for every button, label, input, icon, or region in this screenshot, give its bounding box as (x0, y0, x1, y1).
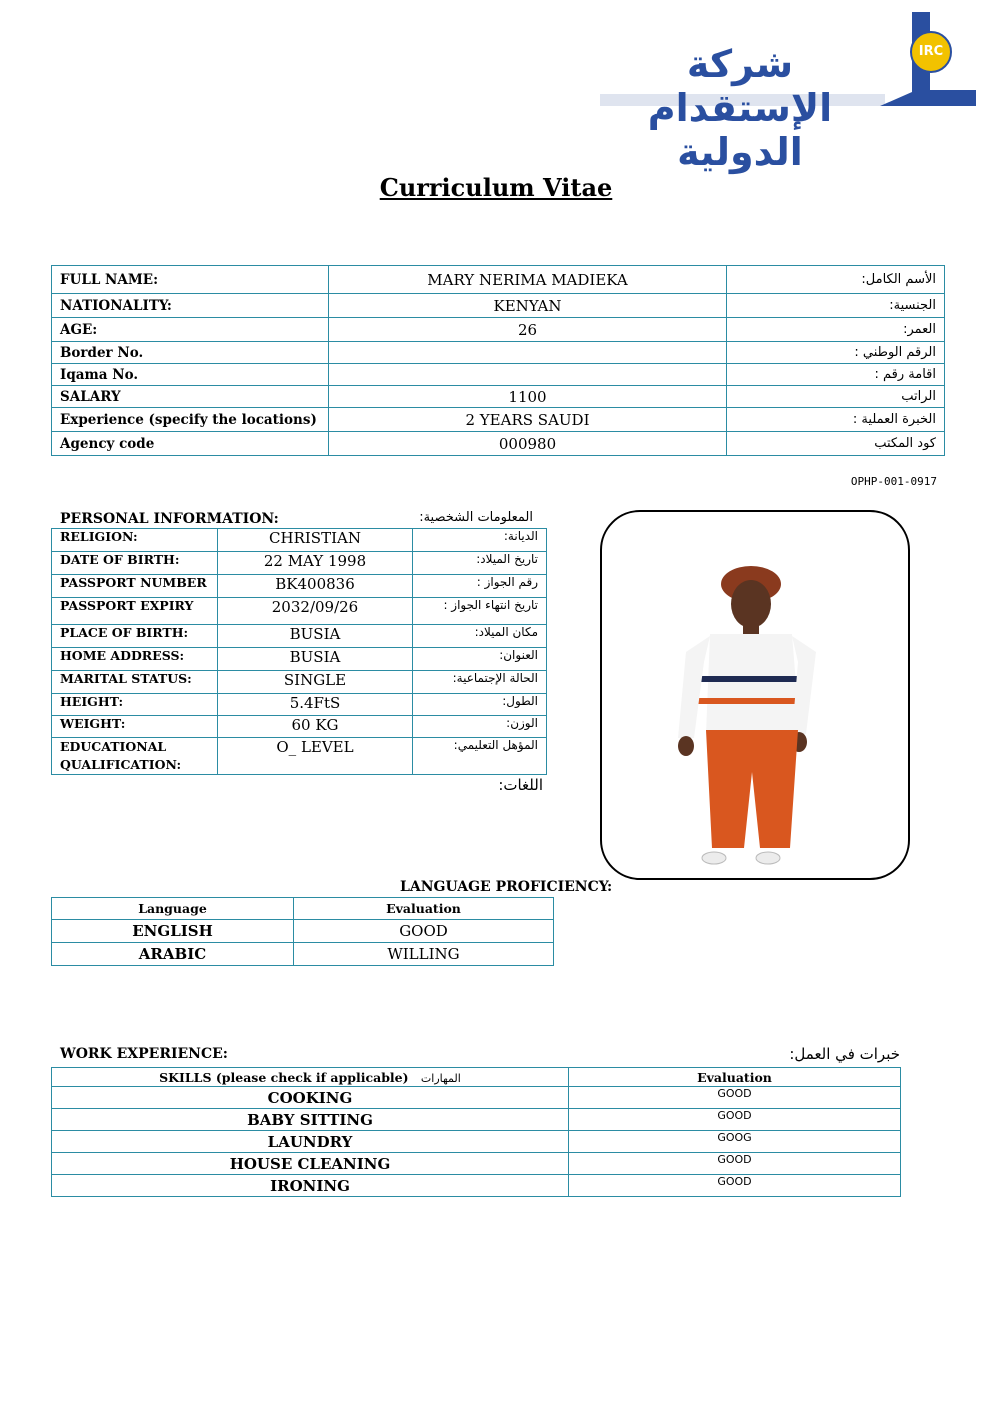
personal-info-value: 22 MAY 1998 (218, 552, 413, 575)
summary-value: 1100 (329, 386, 727, 408)
summary-label-ar: الراتب (727, 386, 945, 408)
skill-name: LAUNDRY (52, 1131, 569, 1153)
personal-info-label-ar: العنوان: (413, 648, 547, 671)
language-table (51, 897, 554, 966)
personal-info-label-ar: الوزن: (413, 716, 547, 738)
summary-label: NATIONALITY: (52, 294, 329, 318)
personal-info-row (52, 625, 547, 648)
page-title: Curriculum Vitae (379, 173, 613, 202)
personal-info-heading: PERSONAL INFORMATION: (60, 511, 279, 527)
skill-evaluation: GOOD (569, 1175, 901, 1197)
summary-label: Agency code (52, 432, 329, 456)
summary-label: AGE: (52, 318, 329, 342)
language-evaluation: GOOD (294, 920, 554, 943)
personal-info-row (52, 552, 547, 575)
personal-info-label-ar: تاريخ الميلاد: (413, 552, 547, 575)
summary-row (52, 408, 945, 432)
personal-info-label-ar: مكان الميلاد: (413, 625, 547, 648)
personal-info-row (52, 694, 547, 716)
language-row (52, 920, 554, 943)
summary-value: 26 (329, 318, 727, 342)
logo-badge: IRC (918, 44, 944, 59)
personal-info-label: RELIGION: (52, 529, 218, 552)
personal-info-label-ar: المؤهل التعليمي: (413, 738, 547, 775)
personal-info-value: O_ LEVEL (218, 738, 413, 775)
personal-info-label: HOME ADDRESS: (52, 648, 218, 671)
summary-row (52, 364, 945, 386)
skills-table (51, 1067, 901, 1197)
personal-info-label-ar: الديانة: (413, 529, 547, 552)
personal-info-label-ar: الحالة الإجتماعية: (413, 671, 547, 694)
skill-name: COOKING (52, 1087, 569, 1109)
language-name: ENGLISH (52, 920, 294, 943)
personal-info-value: BUSIA (218, 625, 413, 648)
summary-label-ar: العمر: (727, 318, 945, 342)
skill-evaluation: GOOD (569, 1087, 901, 1109)
summary-value: KENYAN (329, 294, 727, 318)
summary-row (52, 266, 945, 294)
personal-info-label: PASSPORT NUMBER (52, 575, 218, 598)
summary-label: Iqama No. (52, 364, 329, 386)
summary-label-ar: كود المكتب (727, 432, 945, 456)
summary-row (52, 342, 945, 364)
skill-row (52, 1175, 901, 1197)
skill-evaluation: GOOD (569, 1109, 901, 1131)
personal-info-row (52, 738, 547, 775)
skill-name: IRONING (52, 1175, 569, 1197)
language-proficiency-heading: LANGUAGE PROFICIENCY: (400, 879, 613, 895)
summary-value (329, 342, 727, 364)
summary-table (51, 265, 945, 456)
logo-arabic-text: شركة الإستقدام الدولية (647, 42, 833, 174)
personal-info-value: BUSIA (218, 648, 413, 671)
language-row (52, 943, 554, 966)
personal-info-label: PASSPORT EXPIRY (52, 598, 218, 625)
summary-value (329, 364, 727, 386)
skills-col-label-ar: المهارات (420, 1071, 461, 1085)
summary-label: SALARY (52, 386, 329, 408)
form-code: OPHP-001-0917 (850, 475, 937, 488)
language-evaluation: WILLING (294, 943, 554, 966)
skills-evaluation-header: Evaluation (569, 1068, 901, 1087)
personal-info-value: BK400836 (218, 575, 413, 598)
skill-evaluation: GOOG (569, 1131, 901, 1153)
skill-name: HOUSE CLEANING (52, 1153, 569, 1175)
summary-label: FULL NAME: (52, 266, 329, 294)
personal-info-heading-ar: المعلومات الشخصية: (419, 510, 533, 525)
languages-label-ar: اللغات: (498, 776, 543, 794)
personal-info-label-ar: تاريخ انتهاء الجواز : (413, 598, 547, 625)
summary-label-ar: الرقم الوطني : (727, 342, 945, 364)
skills-col-label: SKILLS (please check if applicable) (159, 1069, 409, 1085)
personal-info-table (51, 528, 547, 775)
company-logo (600, 12, 976, 174)
personal-info-row (52, 716, 547, 738)
summary-row (52, 432, 945, 456)
personal-info-label-ar: رقم الجواز : (413, 575, 547, 598)
personal-info-value: SINGLE (218, 671, 413, 694)
person-photo-icon (602, 512, 908, 878)
personal-info-label: MARITAL STATUS: (52, 671, 218, 694)
personal-info-row (52, 529, 547, 552)
personal-info-value: 2032/09/26 (218, 598, 413, 625)
skill-evaluation: GOOD (569, 1153, 901, 1175)
summary-label-ar: الجنسية: (727, 294, 945, 318)
skills-col-header (52, 1068, 569, 1087)
personal-info-label: DATE OF BIRTH: (52, 552, 218, 575)
personal-info-label: HEIGHT: (52, 694, 218, 716)
skill-row (52, 1131, 901, 1153)
personal-info-row (52, 671, 547, 694)
candidate-photo (600, 510, 910, 880)
summary-value: 000980 (329, 432, 727, 456)
skill-row (52, 1153, 901, 1175)
summary-label-ar: الأسم الكامل: (727, 266, 945, 294)
personal-info-label: PLACE OF BIRTH: (52, 625, 218, 648)
personal-info-row (52, 598, 547, 625)
language-col-header: Language (52, 898, 294, 920)
summary-label-ar: الخبرة العملية : (727, 408, 945, 432)
summary-row (52, 318, 945, 342)
skill-row (52, 1109, 901, 1131)
work-experience-heading: WORK EXPERIENCE: (60, 1046, 228, 1062)
summary-row (52, 294, 945, 318)
summary-label: Border No. (52, 342, 329, 364)
personal-info-row (52, 575, 547, 598)
personal-info-row (52, 648, 547, 671)
personal-info-value: CHRISTIAN (218, 529, 413, 552)
personal-info-label: WEIGHT: (52, 716, 218, 738)
summary-label: Experience (specify the locations) (52, 408, 329, 432)
personal-info-label: EDUCATIONAL QUALIFICATION: (52, 738, 218, 775)
skill-name: BABY SITTING (52, 1109, 569, 1131)
personal-info-value: 60 KG (218, 716, 413, 738)
summary-label-ar: اقامة رقم : (727, 364, 945, 386)
language-name: ARABIC (52, 943, 294, 966)
work-experience-heading-ar: خبرات في العمل: (789, 1045, 900, 1063)
summary-row (52, 386, 945, 408)
personal-info-value: 5.4FtS (218, 694, 413, 716)
summary-value: MARY NERIMA MADIEKA (329, 266, 727, 294)
personal-info-label-ar: الطول: (413, 694, 547, 716)
skill-row (52, 1087, 901, 1109)
evaluation-col-header: Evaluation (294, 898, 554, 920)
summary-value: 2 YEARS SAUDI (329, 408, 727, 432)
